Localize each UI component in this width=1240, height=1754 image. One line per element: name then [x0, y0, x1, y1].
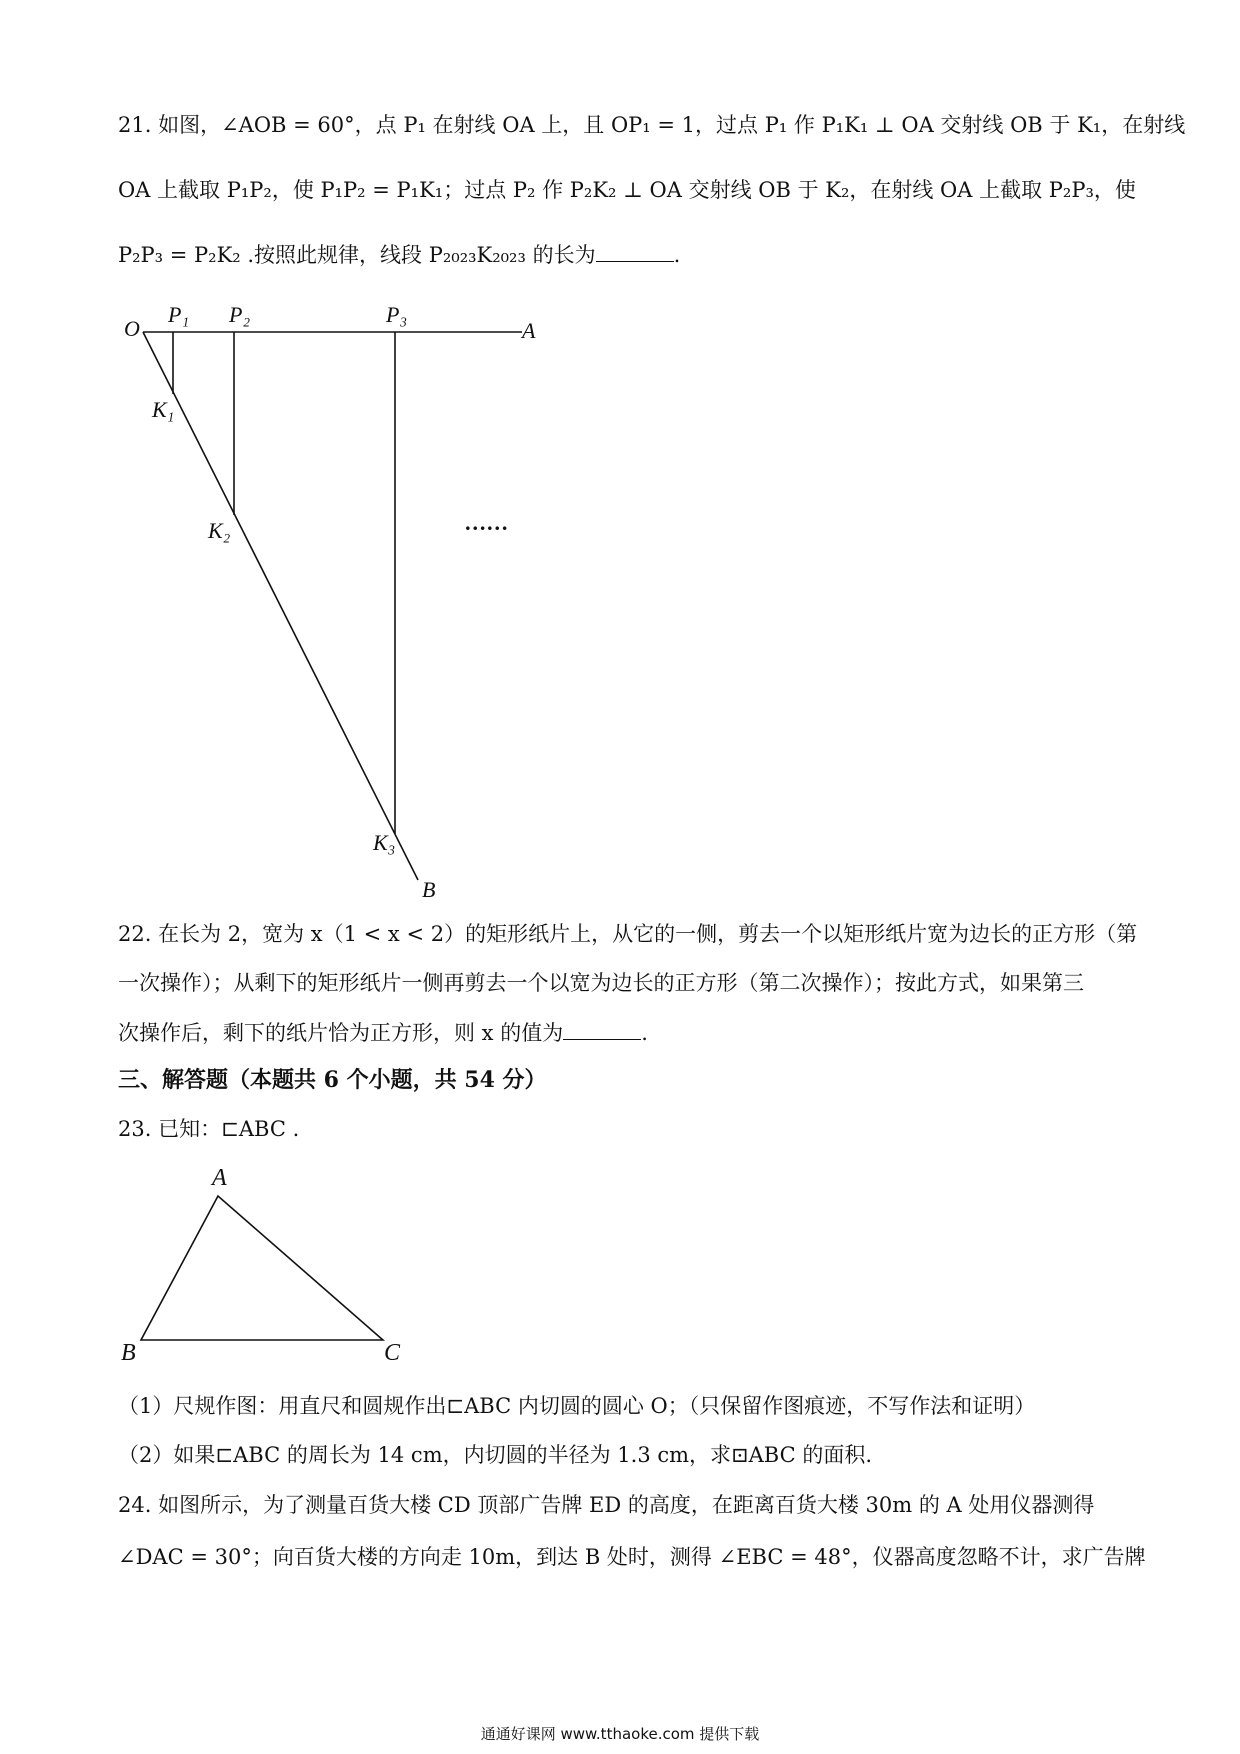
q22-line-1: 22. 在长为 2，宽为 x（1 < x < 2）的矩形纸片上，从它的一侧，剪去一个以矩形纸片宽为边长的正方形（第	[118, 922, 1138, 946]
label-b: B	[422, 877, 436, 902]
q22-line-2: 一次操作）；从剩下的矩形纸片一侧再剪去一个以宽为边长的正方形（第二次操作）；按此方式，如果第三	[118, 971, 1084, 995]
q22-line-3-text: 次操作后，剩下的纸片恰为正方形，则 x 的值为	[118, 1021, 564, 1045]
q21-line-2: OA 上截取 P₁P₂，使 P₁P₂ = P₁K₁；过点 P₂ 作 P₂K₂ ⊥ OA 交射线 OB 于 K₂，在射线 OA 上截取 P₂P₃，使	[118, 178, 1136, 202]
label-a: A	[522, 318, 536, 343]
q22-line-3	[118, 1019, 648, 1047]
q23-intro: 23. 已知：⊏ABC .	[118, 1117, 300, 1141]
label-o: O	[124, 316, 140, 341]
q21-line-3-end: .	[673, 243, 681, 267]
label-k3: K₃	[373, 830, 396, 855]
label-tri-a: A	[212, 1165, 227, 1191]
label-tri-c: C	[384, 1340, 401, 1366]
label-p3: P₃	[386, 302, 408, 327]
label-k1: K₁	[152, 397, 175, 422]
q23-part-1: （1）尺规作图：用直尺和圆规作出⊏ABC 内切圆的圆心 O；（只保留作图痕迹，不写作法和证明）	[118, 1394, 1036, 1418]
q23-part-2: （2）如果⊏ABC 的周长为 14 cm，内切圆的半径为 1.3 cm，求⊡ABC 的面积.	[118, 1443, 873, 1467]
label-p2: P₂	[229, 302, 251, 327]
continuation-dots: ……	[465, 510, 509, 535]
q21-line-3-text: P₂P₃ = P₂K₂ .按照此规律，线段 P₂₀₂₃K₂₀₂₃ 的长为	[118, 243, 596, 267]
q22-answer-blank	[563, 1021, 641, 1040]
section-3-heading: 三、解答题（本题共 6 个小题，共 54 分）	[118, 1067, 547, 1093]
page-footer: 通通好课网 www.tthaoke.com 提供下载	[480, 1725, 760, 1743]
q24-line-2: ∠DAC = 30°；向百货大楼的方向走 10m，到达 B 处时，测得 ∠EBC = 48°，仪器高度忽略不计，求广告牌	[118, 1545, 1146, 1569]
triangle-abc	[141, 1196, 383, 1340]
label-k2: K₂	[208, 518, 231, 543]
ray-ob	[143, 332, 418, 880]
q21-line-1: 21. 如图，∠AOB = 60°，点 P₁ 在射线 OA 上，且 OP₁ = 1，过点 P₁ 作 P₁K₁ ⊥ OA 交射线 OB 于 K₁，在射线	[118, 113, 1186, 137]
q21-line-3	[118, 241, 680, 269]
q24-line-1: 24. 如图所示，为了测量百货大楼 CD 顶部广告牌 ED 的高度，在距离百货大楼 30m 的 A 处用仪器测得	[118, 1493, 1095, 1517]
label-p1: P₁	[168, 302, 190, 327]
q21-answer-blank	[596, 243, 674, 262]
q22-line-3-end: .	[641, 1021, 648, 1045]
label-tri-b: B	[121, 1340, 136, 1366]
